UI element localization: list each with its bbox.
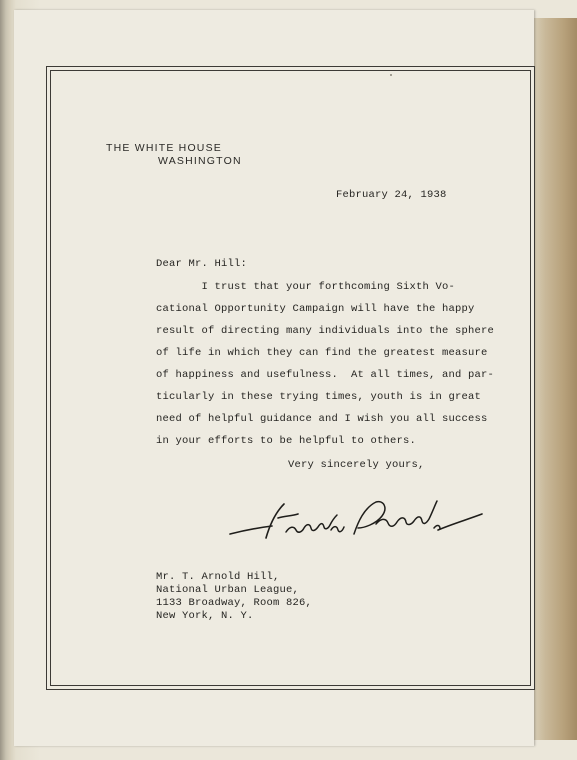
body-line: of happiness and usefulness. At all times, and par-: [156, 369, 495, 381]
body-line: result of directing many individuals into the sphere: [156, 325, 495, 337]
address-line: National Urban League,: [156, 584, 300, 596]
address-line: New York, N. Y.: [156, 610, 254, 622]
body-line: of life in which they can find the greatest measure: [156, 347, 488, 359]
letterhead-title: THE WHITE HOUSE: [106, 142, 223, 154]
address-line: 1133 Broadway, Room 826,: [156, 597, 313, 609]
signature: [226, 494, 486, 546]
body-line: I trust that your forthcoming Sixth Vo-: [156, 281, 456, 293]
letterhead-city: WASHINGTON: [158, 155, 242, 167]
closing: Very sincerely yours,: [288, 459, 425, 471]
book-page-edge: [533, 18, 577, 740]
salutation: Dear Mr. Hill:: [156, 258, 248, 270]
body-line: need of helpful guidance and I wish you all success: [156, 413, 488, 425]
paper-speck: [390, 74, 392, 76]
address-line: Mr. T. Arnold Hill,: [156, 571, 280, 583]
body-line: in your efforts to be helpful to others.: [156, 435, 417, 447]
body-line: ticularly in these trying times, youth is in great: [156, 391, 482, 403]
letter-date: February 24, 1938: [336, 189, 447, 201]
body-line: cational Opportunity Campaign will have the happy: [156, 303, 475, 315]
